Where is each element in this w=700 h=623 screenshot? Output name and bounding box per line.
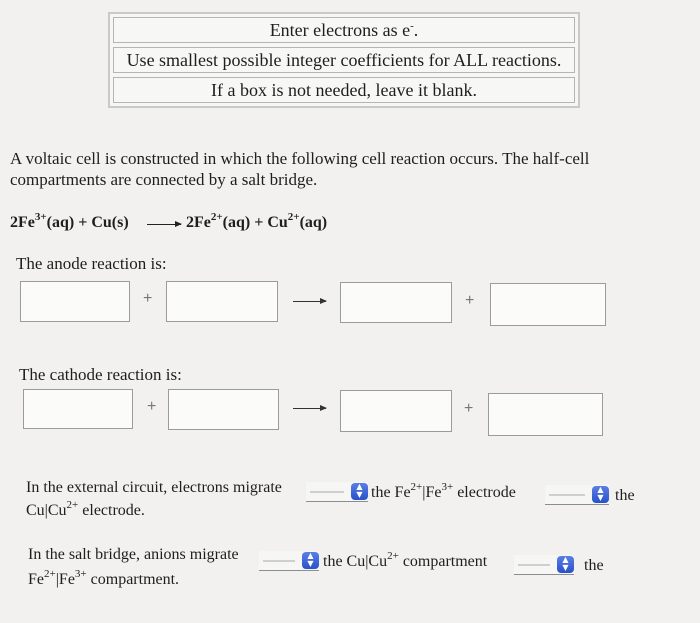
circuit-prefix: In the external circuit, electrons migrate [26,479,282,496]
salt-the: the [584,557,604,574]
reactants: $2Fe^{3+}(aq) + Cu(s)$ [10,211,129,231]
chevron-up-down-icon: ▲ ▼ [557,556,574,573]
cathode-arrow [293,408,326,409]
anode-label: The anode reaction is: [16,254,167,273]
products: $2Fe^{2+}(aq) + Cu^{2+}(aq)$ [186,211,328,231]
instructions-box [108,12,580,108]
anode-plus-1: + [143,290,153,307]
circuit-cu-electrode: $Cu|Cu^{2+}$ electrode. [26,499,145,519]
salt-direction-select-1[interactable] [259,551,319,571]
cathode-product-1-input[interactable] [340,390,452,432]
anode-product-2-input[interactable] [490,283,606,326]
anode-plus-2: + [465,292,475,309]
problem-intro-line1: A voltaic cell is constructed in which the following cell reaction occurs. The half-cell [10,149,590,168]
salt-fe-compartment: $Fe^{2+}|Fe^{3+}$ compartment. [28,568,180,588]
chevron-up-down-icon: ▲ ▼ [592,486,609,503]
chevron-up-down-icon: ▲ ▼ [351,483,368,500]
problem-intro-line2: compartments are connected by a salt bridge. [10,170,318,189]
anode-product-1-input[interactable] [340,282,452,323]
instruction-electrons: Enter electrons as e-. [113,17,575,43]
cathode-plus-2: + [464,400,474,417]
circuit-direction-select-2[interactable] [545,485,609,505]
anode-reactant-2-input[interactable] [166,281,278,322]
salt-cu-compartment: the $Cu|Cu^{2+}$ compartment [323,550,488,570]
cathode-plus-1: + [147,398,157,415]
anode-reactant-1-input[interactable] [20,281,130,322]
anode-arrow [293,301,326,302]
circuit-the: the [615,487,635,504]
circuit-direction-select-1[interactable] [306,482,368,502]
salt-prefix: In the salt bridge, anions migrate [28,546,239,563]
cathode-product-2-input[interactable] [488,393,603,436]
salt-direction-select-2[interactable] [514,555,574,575]
instruction-blank: If a box is not needed, leave it blank. [113,77,575,103]
cathode-reactant-2-input[interactable] [168,389,279,430]
cathode-label: The cathode reaction is: [19,365,182,384]
reaction-arrow [147,224,181,225]
cathode-reactant-1-input[interactable] [23,389,133,429]
circuit-fe-electrode: the $Fe^{2+}|Fe^{3+}$ electrode [371,481,516,501]
chevron-up-down-icon: ▲ ▼ [302,552,319,569]
instruction-coefficients: Use smallest possible integer coefficients for ALL reactions. [113,47,575,73]
